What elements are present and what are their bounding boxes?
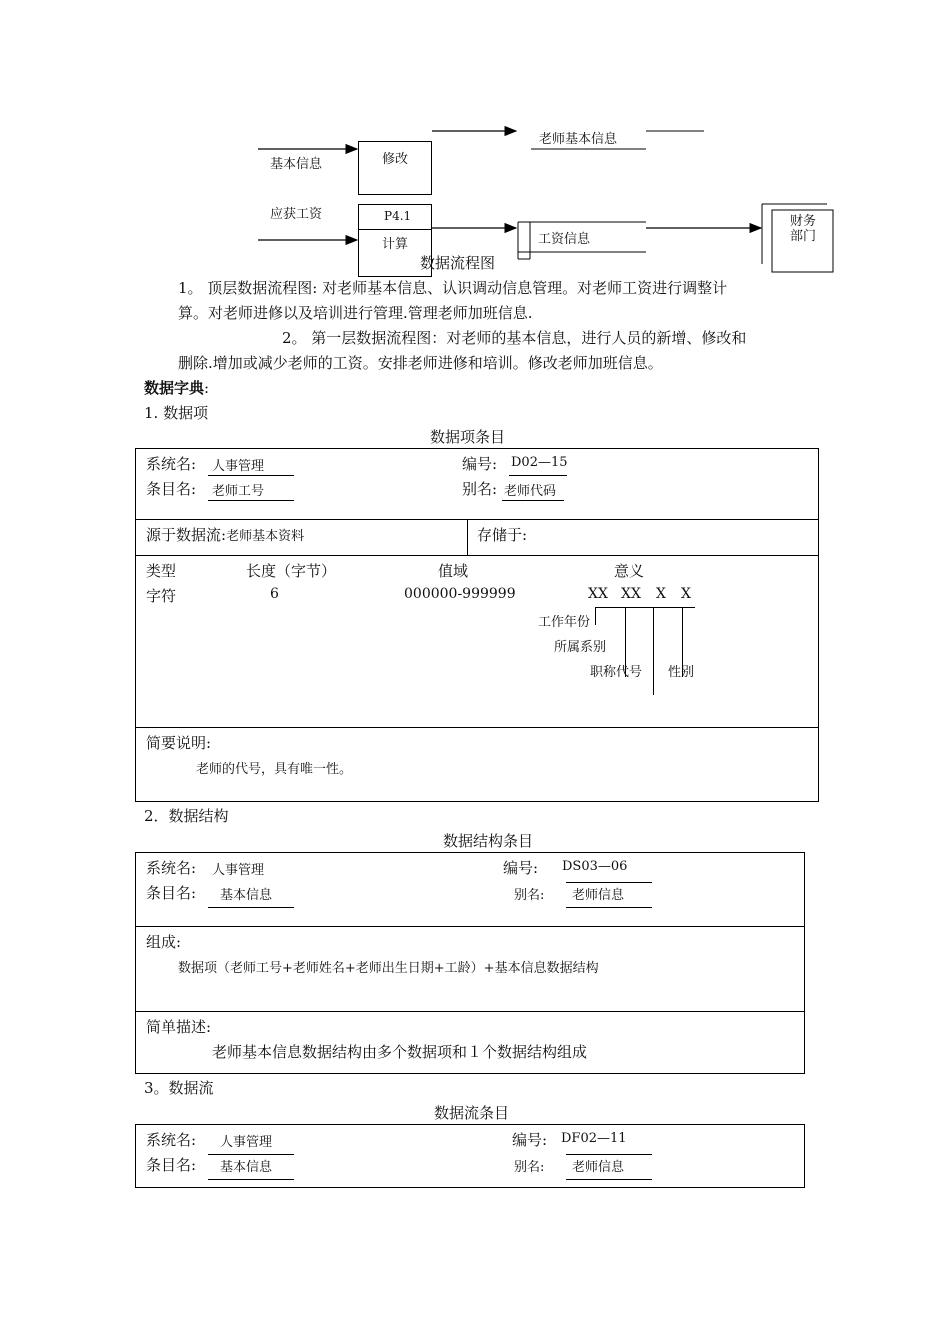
di-storage-label: 存储于:	[477, 526, 528, 544]
ds-desc-value: 老师基本信息数据结构由多个数据项和１个数据结构组成	[212, 1043, 588, 1061]
section-data-flow: 3。数据流	[144, 1079, 214, 1097]
di-code-meaning-3: 职称代号	[590, 665, 643, 680]
df-entry-label: 条目名:	[146, 1156, 197, 1174]
desc-item1-line2: 算。对老师进修以及培训进行管理.管理老师加班信息.	[178, 304, 533, 322]
df-alias-value: 老师信息	[572, 1160, 625, 1175]
di-code-meaning-2: 所属系别	[554, 640, 607, 655]
df-number-value: DF02—11	[561, 1131, 627, 1146]
process-id: P4.1	[384, 209, 412, 223]
di-number-label: 编号:	[462, 455, 498, 473]
df-system-value: 人事管理	[220, 1135, 273, 1150]
di-code-meaning-1: 工作年份	[538, 615, 591, 630]
input-salary-due: 应获工资	[270, 207, 323, 222]
di-code-meaning-4: 性别	[668, 665, 695, 680]
di-entry-value: 老师工号	[212, 484, 265, 499]
ds-entry-value: 基本信息	[220, 888, 273, 903]
di-entry-label: 条目名:	[146, 480, 197, 498]
ds-system-label: 系统名:	[146, 859, 197, 877]
di-val-range: 000000-999999	[404, 586, 516, 602]
input-basic-info: 基本信息	[270, 157, 323, 172]
di-col-length: 长度（字节）	[246, 562, 337, 580]
di-col-range: 值域	[438, 562, 469, 580]
process-modify-box	[358, 141, 432, 195]
di-alias-value: 老师代码	[504, 484, 557, 499]
di-source-label: 源于数据流:老师基本资料	[146, 526, 305, 544]
data-item-table	[135, 448, 819, 802]
di-system-value: 人事管理	[212, 459, 265, 474]
di-code-part-2: XX	[621, 586, 641, 602]
ds-entry-label: 条目名:	[146, 884, 197, 902]
di-code-part-4: X	[681, 586, 691, 602]
di-val-length: 6	[270, 586, 279, 602]
ds-composition-label: 组成:	[146, 933, 182, 951]
di-col-type: 类型	[146, 562, 177, 580]
ds-number-label: 编号:	[503, 859, 539, 877]
data-flow-table	[135, 1124, 805, 1188]
di-code-part-3: X	[656, 586, 666, 602]
df-number-label: 编号:	[512, 1131, 548, 1149]
ds-number-value: DS03—06	[562, 859, 628, 874]
di-col-meaning: 意义	[614, 562, 645, 580]
section-data-structure: 2．数据结构	[144, 807, 229, 825]
di-alias-label: 别名:	[462, 480, 498, 498]
df-entry-value: 基本信息	[220, 1160, 273, 1175]
data-structure-table-title: 数据结构条目	[443, 832, 534, 850]
section-data-item: 1. 数据项	[144, 404, 209, 422]
ds-alias-value: 老师信息	[572, 888, 625, 903]
store-teacher-info: 老师基本信息	[539, 132, 618, 147]
di-brief-label: 简要说明:	[146, 734, 212, 752]
data-item-table-title: 数据项条目	[430, 428, 506, 446]
store-salary-info: 工资信息	[538, 232, 591, 247]
di-val-type: 字符	[146, 587, 177, 605]
data-flow-table-title: 数据流条目	[434, 1104, 510, 1122]
di-source-value: 老师基本资料	[226, 529, 305, 544]
data-structure-table	[135, 852, 805, 1074]
dictionary-heading: 数据字典:	[144, 379, 210, 397]
ds-composition-value: 数据项（老师工号+老师姓名+老师出生日期+工龄）+基本信息数据结构	[178, 961, 599, 976]
di-brief-value: 老师的代号，具有唯一性。	[196, 762, 353, 777]
entity-finance: 财务 部门	[790, 214, 817, 244]
di-number-value: D02—15	[511, 455, 568, 470]
desc-item2-line1: 2。 第一层数据流程图：对老师的基本信息，进行人员的新增、修改和	[282, 329, 747, 347]
process-calc-label: 计算	[382, 237, 409, 252]
di-system-label: 系统名:	[146, 455, 197, 473]
diagram-caption: 数据流程图	[420, 254, 496, 272]
ds-system-value: 人事管理	[212, 863, 265, 878]
df-system-label: 系统名:	[146, 1131, 197, 1149]
df-alias-label: 别名:	[514, 1160, 545, 1175]
process-modify-label: 修改	[382, 152, 409, 167]
ds-desc-label: 简单描述:	[146, 1018, 212, 1036]
di-code-part-1: XX	[588, 586, 608, 602]
ds-alias-label: 别名:	[514, 888, 545, 903]
desc-item2-line2: 删除.增加或减少老师的工资。安排老师进修和培训。修改老师加班信息。	[178, 354, 663, 372]
desc-item1-line1: 1。 顶层数据流程图: 对老师基本信息、认识调动信息管理。对老师工资进行调整计	[178, 279, 728, 297]
